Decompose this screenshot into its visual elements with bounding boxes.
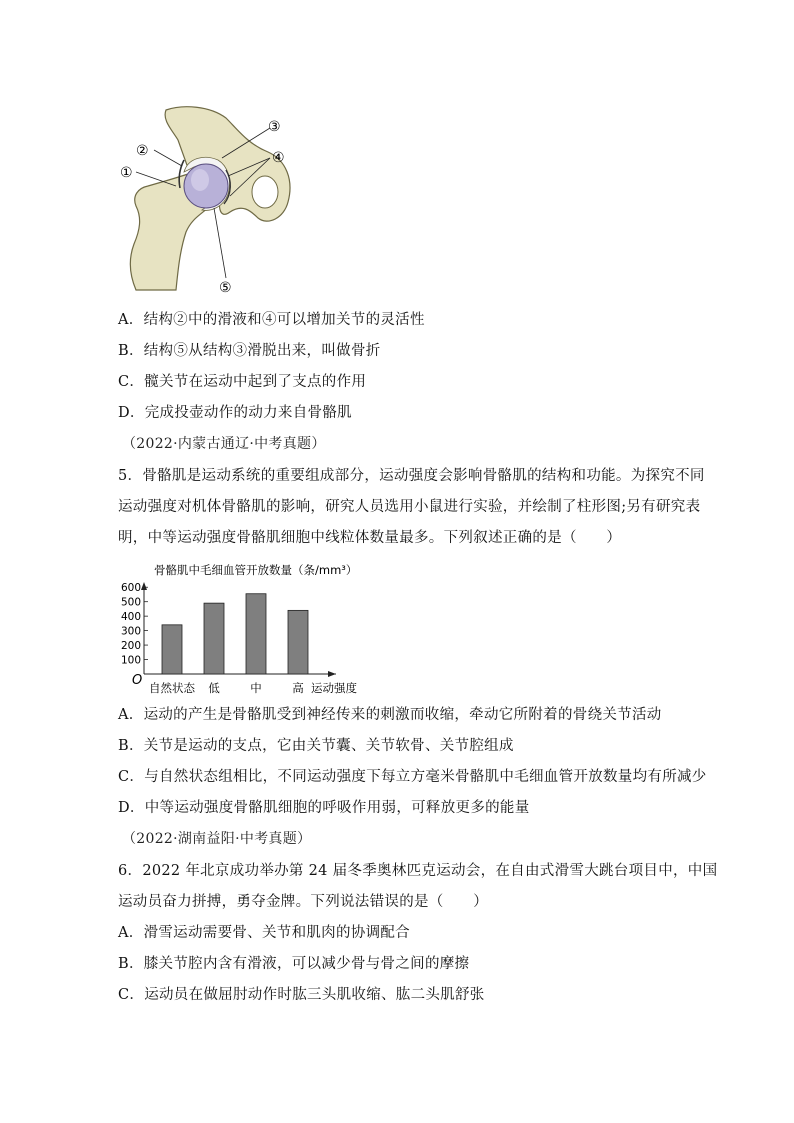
chart-y-axis-label: 骨骼肌中毛细血管开放数量（条/mm³） <box>154 563 358 577</box>
q5-option-c: C．与自然状态组相比，不同运动强度下每立方毫米骨骼肌中毛细血管开放数量均有所减少 <box>118 769 707 785</box>
label-2: ② <box>136 143 149 159</box>
chart-category-label: 中 <box>250 681 262 695</box>
chart-y-tick-label: 100 <box>120 654 141 667</box>
q5-stem-line-1: 5．骨骼肌是运动系统的重要组成部分，运动强度会影响骨骼肌的结构和功能。为探究不同 <box>118 468 705 484</box>
q5-option-a: A．运动的产生是骨骼肌受到神经传来的刺激而收缩，牵动它所附着的骨绕关节活动 <box>118 707 662 723</box>
chart-bar <box>204 603 224 674</box>
q5-source: （2022·内蒙古通辽·中考真题） <box>122 436 326 452</box>
hip-joint-figure <box>118 100 298 295</box>
q4-option-c: C．髋关节在运动中起到了支点的作用 <box>118 374 367 390</box>
chart-bar <box>288 610 308 674</box>
chart-category-label: 低 <box>208 681 220 695</box>
label-1: ① <box>120 165 133 181</box>
q6-stem-line-1: 6．2022 年北京成功举办第 24 届冬季奥林匹克运动会，在自由式滑雪大跳台项目中，中国 <box>118 863 718 879</box>
chart-category-label: 高 <box>292 681 304 695</box>
q6-source: （2022·湖南益阳·中考真题） <box>122 831 312 847</box>
q4-option-b: B．结构⑤从结构③滑脱出来，叫做骨折 <box>118 343 381 359</box>
q6-option-c: C．运动员在做屈肘动作时肱三头肌收缩、肱二头肌舒张 <box>118 987 485 1003</box>
label-5: ⑤ <box>219 280 232 295</box>
chart-bar <box>246 594 266 674</box>
chart-x-categories <box>149 681 304 695</box>
chart-y-tick-label: 300 <box>120 625 141 638</box>
chart-x-axis-arrow <box>328 671 336 677</box>
q5-option-d: D．中等运动强度骨骼肌细胞的呼吸作用弱，可释放更多的能量 <box>118 800 530 816</box>
label-3: ③ <box>268 119 281 135</box>
chart-y-tick-label: 400 <box>120 611 141 624</box>
q5-option-b: B．关节是运动的支点，它由关节囊、关节软骨、关节腔组成 <box>118 738 514 754</box>
chart-y-tick-label: 500 <box>120 596 141 609</box>
q6-option-a: A．滑雪运动需要骨、关节和肌肉的协调配合 <box>118 925 410 941</box>
chart-bars <box>162 594 308 674</box>
q5-stem-line-2: 运动强度对机体骨骼肌的影响，研究人员选用小鼠进行实验，并绘制了柱形图;另有研究表 <box>118 499 701 515</box>
q6-option-b: B．膝关节腔内含有滑液，可以减少骨与骨之间的摩擦 <box>118 956 470 972</box>
chart-x-axis-label: 运动强度 <box>311 681 357 695</box>
chart-y-tick-label: 200 <box>120 640 141 653</box>
chart-category-label: 自然状态 <box>149 681 195 695</box>
chart-y-tick-label: 600 <box>120 582 141 595</box>
q6-stem-line-2: 运动员奋力拼搏，勇夺金牌。下列说法错误的是（ ） <box>118 894 488 910</box>
q4-option-d: D．完成投壶动作的动力来自骨骼肌 <box>118 405 352 421</box>
chart-y-axis-arrow <box>141 582 147 590</box>
label-4: ④ <box>272 150 285 166</box>
capillary-bar-chart <box>110 558 380 700</box>
chart-bar <box>162 625 182 674</box>
q4-option-a: A．结构②中的滑液和④可以增加关节的灵活性 <box>118 312 425 328</box>
q5-stem-line-3: 明，中等运动强度骨骼肌细胞中线粒体数量最多。下列叙述正确的是（ ） <box>118 530 622 546</box>
chart-origin: O <box>132 673 143 688</box>
